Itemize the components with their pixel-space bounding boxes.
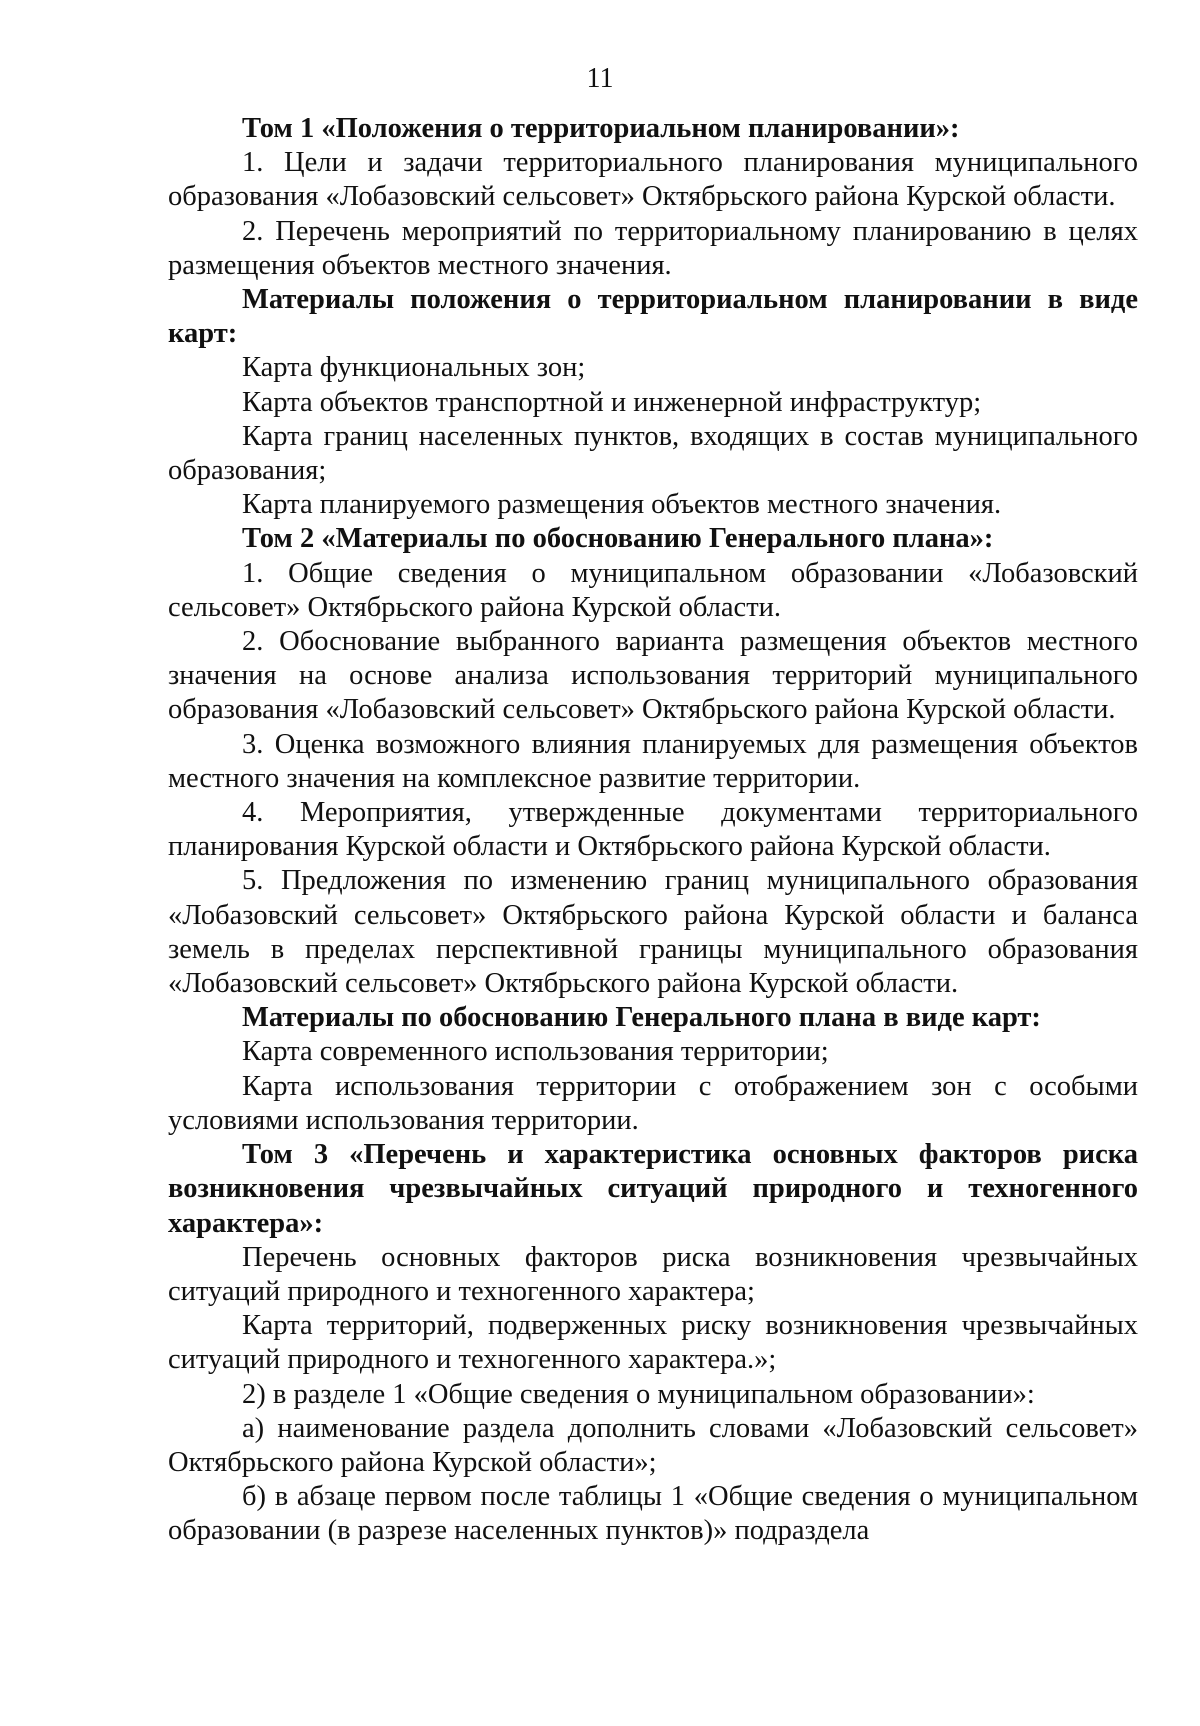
paragraph: 1. Общие сведения о муниципальном образовании «Лобазовский сельсовет» Октябрьского района Курской области.: [168, 557, 1138, 623]
document-body: [168, 112, 1138, 1549]
heading-volume-3: Том 3 «Перечень и характеристика основных факторов риска возникновения чрезвычайных ситуаций природного и техногенного характера»:: [168, 1139, 1138, 1239]
paragraph: Карта границ населенных пунктов, входящих в состав муниципального образования;: [168, 420, 1138, 487]
page-number: 11: [586, 63, 614, 94]
paragraph: 5. Предложения по изменению границ муниципального образования «Лобазовский сельсовет» Октябрьского района Курской области и баланса земель в пределах перспективной границы муниципального образования «Лобазовский сельсовет» Октябрьского района Курской области.: [168, 865, 1138, 1000]
heading-maps-volume-1: Материалы положения о территориальном планировании в виде карт:: [168, 284, 1138, 350]
paragraph: 3. Оценка возможного влияния планируемых для размещения объектов местного значения на комплексное развитие территории.: [168, 728, 1138, 794]
paragraph: 2) в разделе 1 «Общие сведения о муниципальном образовании»:: [242, 1378, 1035, 1410]
paragraph: 2. Перечень мероприятий по территориальному планированию в целях размещения объектов местного значения.: [168, 215, 1138, 281]
heading-volume-1: Том 1 «Положения о территориальном планировании»:: [242, 113, 960, 144]
paragraph: 1. Цели и задачи территориального планирования муниципального образования «Лобазовский сельсовет» Октябрьского района Курской области.: [168, 147, 1138, 213]
paragraph: 2. Обоснование выбранного варианта размещения объектов местного значения на основе анализа использования территорий муниципального образования «Лобазовский сельсовет» Октябрьского района Курской области.: [168, 626, 1138, 726]
paragraph: Карта планируемого размещения объектов местного значения.: [242, 489, 1002, 521]
paragraph: Карта функциональных зон;: [242, 352, 586, 384]
heading-maps-volume-2: Материалы по обоснованию Генерального плана в виде карт:: [242, 1002, 1041, 1034]
paragraph: Карта объектов транспортной и инженерной инфраструктур;: [242, 386, 982, 418]
paragraph: а) наименование раздела дополнить словами «Лобазовский сельсовет» Октябрьского района Курской области»;: [168, 1412, 1138, 1478]
paragraph: Карта использования территории с отображением зон с особыми условиями использования территории.: [168, 1070, 1138, 1136]
paragraph: Карта современного использования территории;: [242, 1036, 829, 1068]
paragraph: 4. Мероприятия, утвержденные документами территориального планирования Курской области и Октябрьского района Курской области.: [168, 797, 1138, 863]
paragraph: б) в абзаце первом после таблицы 1 «Общие сведения о муниципальном образовании (в разрезе населенных пунктов)» подраздела: [168, 1481, 1138, 1547]
paragraph: Перечень основных факторов риска возникновения чрезвычайных ситуаций природного и техногенного характера;: [168, 1241, 1138, 1307]
heading-volume-2: Том 2 «Материалы по обоснованию Генерального плана»:: [242, 523, 994, 555]
paragraph: Карта территорий, подверженных риску возникновения чрезвычайных ситуаций природного и техногенного характера.»;: [168, 1310, 1138, 1376]
